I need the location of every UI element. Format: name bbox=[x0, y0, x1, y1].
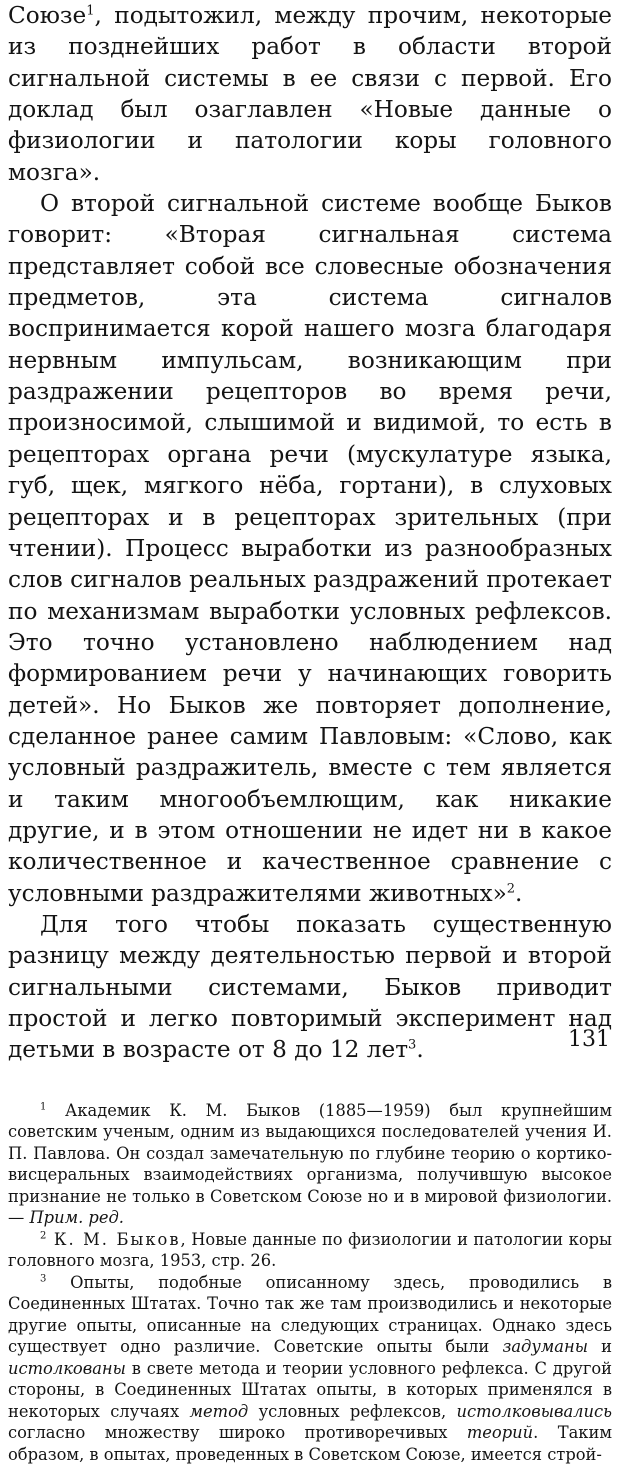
footnote-mark-2: 2 bbox=[40, 1230, 47, 1242]
footnote-ref-1[interactable]: 1 bbox=[86, 3, 95, 19]
footnote-ref-2[interactable]: 2 bbox=[506, 880, 516, 896]
paragraph-3: Для того чтобы показать существенную разницу между деятельностью первой и второй сигнальными системами, Быков приводит простой и легко повторимый эксперимент над детьми в возрасте от 8 до 12 лет$^3$. bbox=[8, 910, 612, 1064]
footnote-mark-1: 1 bbox=[40, 1101, 47, 1113]
main-text bbox=[8, 0, 612, 1066]
page-number: 131 bbox=[568, 1027, 610, 1052]
footnote-3: $^3$ Опыты, подобные описанному здесь, проводились в Соединенных Штатах. Точно так же там производились и некоторые другие опыты, описанные на следующих страницах. Однако здесь существует одно различие. Советские опыты были задуманы и истолкованы в свете метода и теории условного рефлекса. С другой стороны, в Соединенных Штатах опыты, в которых применялся в некоторых случаях метод условных рефлексов, истолковывались согласно множеству широко противоречивых теорий. Таким образом, в опытах, проведенных в Советском Союзе, имеется строй- bbox=[8, 1272, 612, 1464]
footnote-2-author: К. М. Быков bbox=[46, 1229, 181, 1249]
footnotes bbox=[8, 1100, 612, 1465]
paragraph-2: О второй сигнальной системе вообще Быков говорит: «Вторая сигнальная система представляет собой все словесные обозначения предметов, эта система сигналов воспринимается корой нашего мозга благодаря нервным импульсам, возникающим при раздражении рецепторов во время речи, произносимой, слышимой и видимой, то есть в рецепторах органа речи (мускулатуре языка, губ, щек, мягкого нёба, гортани), в слуховых рецепторах и в рецепторах зрительных (при чтении). Процесс выработки из разнообразных слов сигналов реальных раздражений протекает по механизмам выработки условных рефлексов. Это точно установлено наблюдением над формированием речи у начинающих говорить детей». Но Быков же повторяет дополнение, сделанное ранее самим Павловым: «Слово, как условный раздражитель, вместе с тем является и таким многообъемлющим, как никакие другие, и в этом отношении не идет ни в какое количественное и качественное сравнение с условными раздражителями животных»$^2$. bbox=[8, 190, 612, 907]
footnote-ref-3[interactable]: 3 bbox=[408, 1037, 417, 1053]
footnote-mark-3: 3 bbox=[40, 1273, 47, 1285]
footnote-1: $^1$ Академик К. М. Быков (1885—1959) был крупнейшим советским ученым, одним из выдающихся последователей учения И. П. Павлова. Он создал замечательную по глубине теорию о кортико-висцеральных взаимодействиях организма, получившую высокое признание не только в Советском Союзе но и в мировой физиологии. — Прим. ред. bbox=[8, 1100, 612, 1228]
footnote-2: $^2$ К. М. Быков, Новые данные по физиологии и патологии коры головного мозга, 1953, стр. 26. bbox=[8, 1229, 613, 1271]
paragraph-1: Союзе$^1$, подытожил, между прочим, некоторые из позднейших работ в области второй сигнальной системы в ее связи с первой. Его доклад был озаглавлен «Новые данные о физиологии и патологии коры головного мозга». bbox=[8, 2, 612, 186]
